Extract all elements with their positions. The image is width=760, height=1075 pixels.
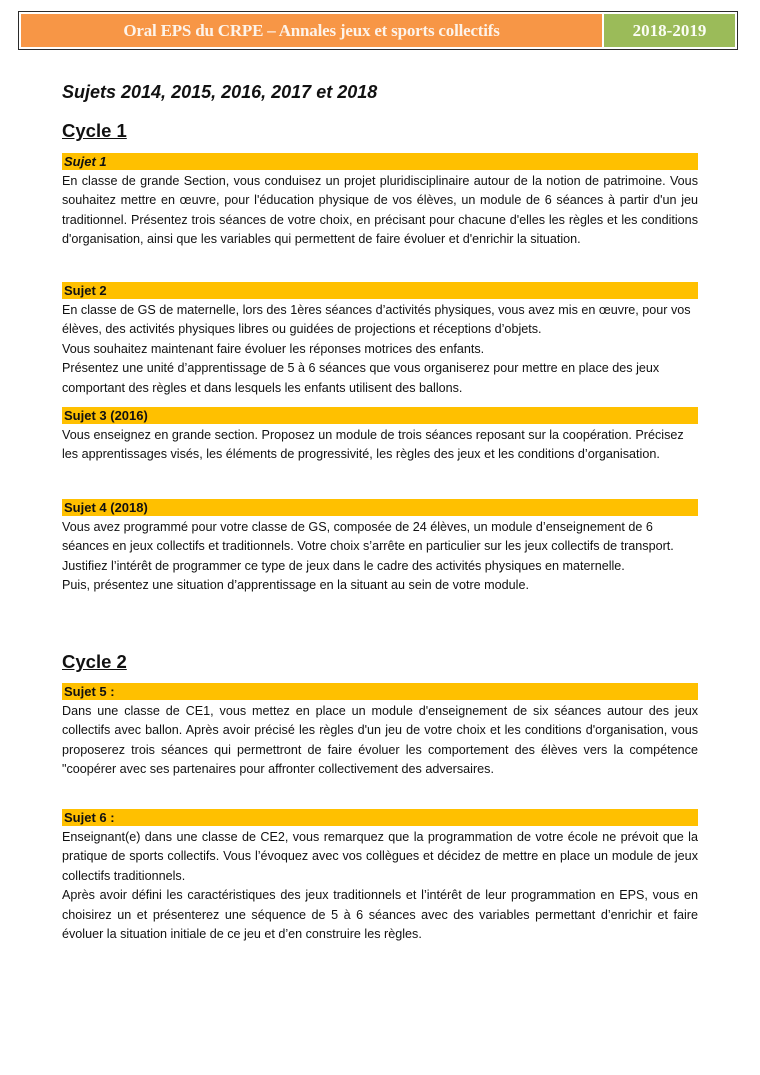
sujet-5-title: Sujet 5 : [62,683,698,700]
sujet-4 [62,499,698,596]
cycle-2-heading: Cycle 2 [62,651,127,672]
sujet-4-title: Sujet 4 (2018) [62,499,698,516]
sujet-6 [62,809,698,944]
sujet-2-title: Sujet 2 [62,282,698,299]
sujet-2-paragraph: Présentez une unité d’apprentissage de 5 à 6 séances que vous organiserez pour mettre en place des jeux comportant des règles et dans lesquels les enfants utilisent des ballons. [62,361,660,395]
sujet-4-paragraph: Justifiez l’intérêt de programmer ce type de jeux dans le cadre des activités physiques en maternelle. [62,558,625,573]
sujet-5 [62,683,698,780]
document-header [18,11,738,50]
cycle-1-heading: Cycle 1 [62,120,127,141]
sujet-2-paragraph: En classe de GS de maternelle, lors des 1ères séances d’activités physiques, vous avez mis en œuvre, pour vos élèves, des activités physiques libres ou guidées de projections et réceptions d’objets. [62,303,691,337]
sujet-1-paragraph: En classe de grande Section, vous conduisez un projet pluridisciplinaire autour de la notion de patrimoine. Vous souhaitez mettre en œuvre, pour l'éducation physique de vos élèves, un module de 6 séances à partir d'un jeu traditionnel. Présentez trois séances de votre choix, en précisant pour chacune d'elles les règles et les conditions d'organisation, ainsi que les variables qui permettent de faire évoluer et d'enrichir la situation. [62,174,698,247]
document-title: Sujets 2014, 2015, 2016, 2017 et 2018 [62,82,378,102]
sujet-2 [62,282,698,398]
sujet-4-paragraph: Puis, présentez une situation d’apprentissage en la situant au sein de votre module. [62,578,529,593]
sujet-6-paragraph: Enseignant(e) dans une classe de CE2, vous remarquez que la programmation de votre école ne prévoit que la pratique de sports collectifs. Vous l’évoquez avec vos collègues et décidez de mettre en place un module de jeux collectifs traditionnels. [62,830,698,883]
sujet-6-title: Sujet 6 : [62,809,698,826]
sujet-3-title: Sujet 3 (2016) [62,407,698,424]
header-year: 2018-2019 [604,14,735,47]
sujet-3-paragraph: Vous enseignez en grande section. Proposez un module de trois séances reposant sur la coopération. Précisez les apprentissages visés, les éléments de progressivité, les règles des jeux et les conditions d’organisation. [62,428,684,462]
sujet-6-paragraph: Après avoir défini les caractéristiques des jeux traditionnels et l’intérêt de leur programmation en EPS, vous en choisirez un et présenterez une séquence de 5 à 6 séances avec des variables permettant d’enrichir et faire évoluer la situation initiale de ce jeu et d’en construire les règles. [62,888,698,942]
sujet-5-paragraph: Dans une classe de CE1, vous mettez en place un module d'enseignement de six séances autour des jeux collectifs avec ballon. Après avoir précisé les règles d'un jeu de votre choix et les conditions d'organisation, vous proposerez trois séances qui permettront de faire évoluer les comportement des élèves vers la compétence "coopérer avec ses partenaires pour affronter collectivement des adversaires. [62,704,698,777]
sujet-1 [62,153,698,250]
sujet-1-title: Sujet 1 [62,153,698,170]
sujet-2-paragraph: Vous souhaitez maintenant faire évoluer les réponses motrices des enfants. [62,341,485,356]
header-title: Oral EPS du CRPE – Annales jeux et sports collectifs [21,14,604,47]
sujet-3 [62,407,698,465]
sujet-4-paragraph: Vous avez programmé pour votre classe de GS, composée de 24 élèves, un module d’enseignement de 6 séances en jeux collectifs et traditionnels. Votre choix s’arrête en particulier sur les jeux collectifs de transport. [62,520,674,554]
